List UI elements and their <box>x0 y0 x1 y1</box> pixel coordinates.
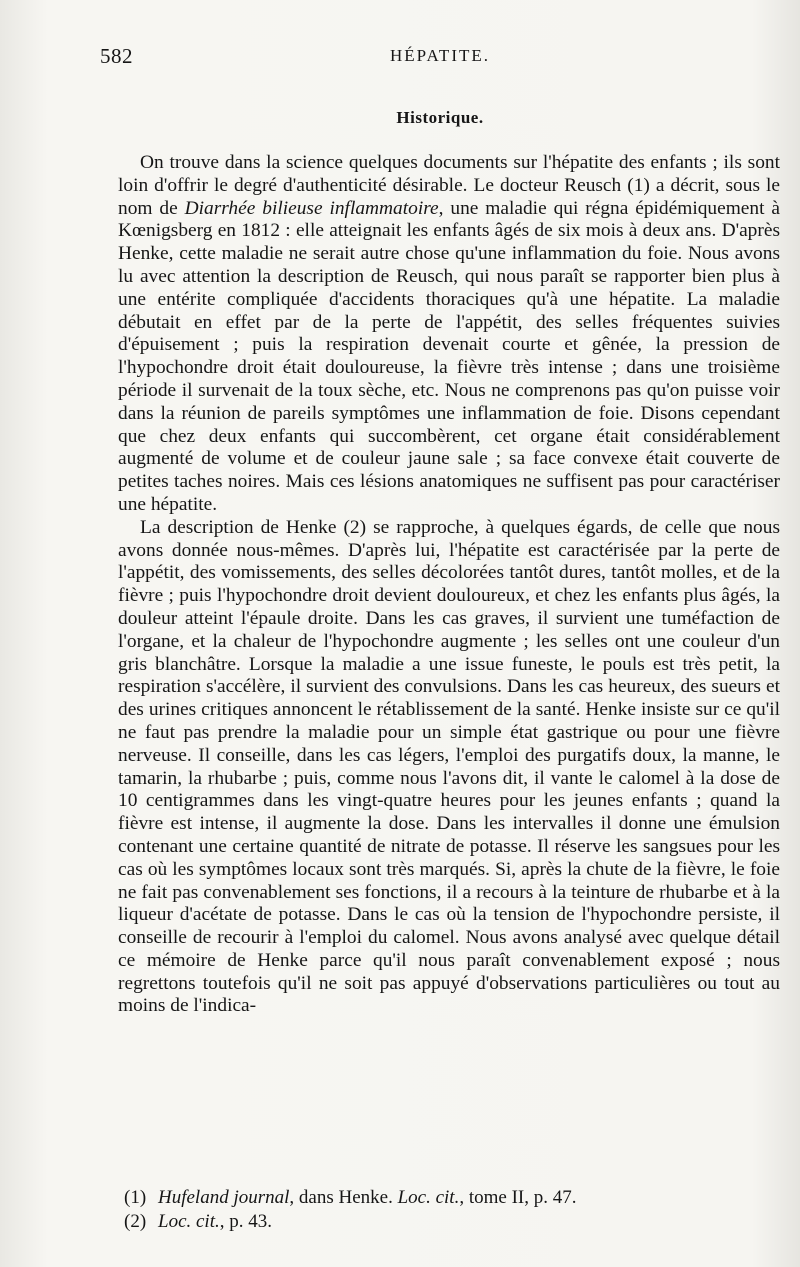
paragraph-2: La description de Henke (2) se rapproche, à quelques égards, de celle que nous avons donnée nous-mêmes. D'après lui, l'hépatite est caractérisée par la perte de l'appétit, des vomissements, des selles décolorées tantôt dures, tantôt molles, et de la fièvre ; puis l'hypochondre droit devient douloureux, et chez les enfants plus âgés, la douleur atteint l'épaule droite. Dans les cas graves, il survient une tuméfaction de l'organe, et la chaleur de l'hypochondre augmente ; les selles ont une couleur d'un gris blanchâtre. Lorsque la maladie a une issue funeste, le pouls est très petit, la respiration s'accélère, il survient des convulsions. Dans les cas heureux, des sueurs et des urines critiques annoncent le rétablissement de la santé. Henke insiste sur ce qu'il ne faut pas prendre la maladie pour un simple état gastrique ou pour une fièvre nerveuse. Il conseille, dans les cas légers, l'emploi des purgatifs doux, la manne, le tamarin, la rhubarbe ; puis, comme nous l'avons dit, il vante le calomel à la dose de 10 centigrammes dans les vingt-quatre heures pour les jeunes enfants ; quand la fièvre est intense, il augmente la dose. Dans les intervalles il donne une émulsion contenant une certaine quantité de nitrate de potasse. Il réserve les sangsues pour les cas où les symptômes locaux sont très marqués. Si, après la chute de la fièvre, le foie ne fait pas convenablement ses fonctions, il a recours à la teinture de rhubarbe et à la liqueur d'acétate de potasse. Dans le cas où la tension de l'hypochondre persiste, il conseille de recourir à l'emploi du calomel. Nous avons analysé avec quelque détail ce mémoire de Henke parce qu'il nous paraît convenablement exposé ; nous regrettons toutefois qu'il ne soit pas appuyé d'observations particulières ou tout au moins de l'indica- <box>118 516 780 1017</box>
footnote-1-source: Hufeland journal <box>158 1187 290 1208</box>
section-title: Historique. <box>396 108 484 127</box>
footnote-2-number: (2) <box>124 1211 147 1232</box>
paragraph-1-text-a: On trouve dans la science quelques documents sur l'hépatite des enfants ; ils sont loin d'offrir le degré d'authenticité désirable. Le docteur Reusch (1) a décrit, sous le nom de <box>118 152 780 219</box>
running-head <box>100 44 780 74</box>
page-number: 582 <box>100 44 133 68</box>
footnote-2 <box>124 1210 774 1234</box>
paragraph-1-text-b: , une maladie qui régna épidémiquement à Kœnigsberg en 1812 : elle atteignait les enfants âgés de six mois à deux ans. D'après Henke, cette maladie ne serait autre chose qu'une inflammation du foie. Nous avons lu avec attention la description de Reusch, qui nous paraît se rapporter bien plus à une entérite compliquée d'accidents thoraciques qu'à une hépatite. La maladie débutait en effet par de la perte de l'appétit, des selles fréquentes suivies d'épuisement ; puis la respiration devenait courte et gênée, la pression de l'hypochondre droit était douloureuse, la fièvre très intense ; dans une troisième période il survenait de la toux sèche, etc. Nous ne comprenons pas qu'on puisse voir dans la réunion de pareils symptômes une inflammation de foie. Disons cependant que chez deux enfants qui succombèrent, cet organe était considérablement augmenté de volume et de couleur jaune sale ; sa face convexe était couverte de petites taches noires. Mais ces lésions anatomiques ne suffisent pas pour caractériser une hépatite. <box>118 197 780 515</box>
footnote-2-tail: , p. 43. <box>219 1211 272 1232</box>
footnote-1-mid: , dans Henke. <box>289 1187 398 1208</box>
footnote-1-number: (1) <box>124 1187 147 1208</box>
body-text <box>118 152 780 1018</box>
footnote-1 <box>124 1186 774 1210</box>
footnote-2-loc: Loc. cit. <box>158 1211 220 1232</box>
footnotes <box>124 1186 774 1234</box>
footnote-1-loc: Loc. cit. <box>397 1187 460 1208</box>
paragraph-1 <box>118 152 780 517</box>
disease-name-italic: Diarrhée bilieuse inflammatoire <box>184 197 439 219</box>
running-title: HÉPATITE. <box>389 46 490 65</box>
footnote-1-tail: , tome II, p. 47. <box>459 1187 577 1208</box>
